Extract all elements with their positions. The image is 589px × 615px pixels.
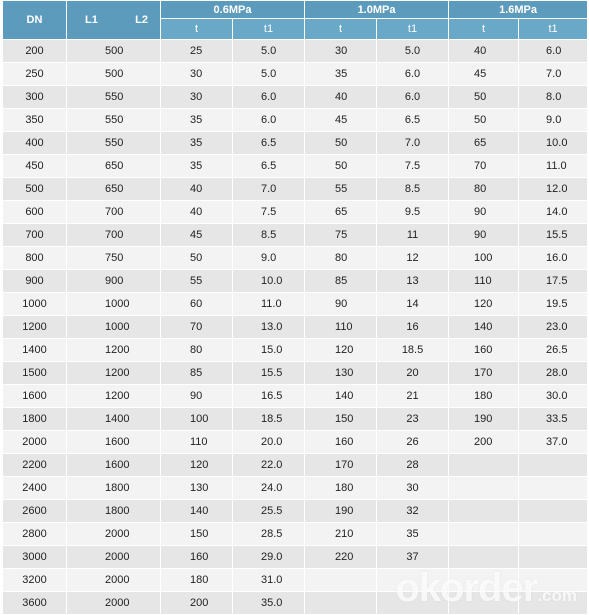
subheader-t: t	[449, 19, 519, 40]
cell-l1-l2: 2000	[67, 523, 161, 546]
cell-t1-1-0mpa: 23	[377, 408, 449, 431]
cell-dn: 600	[3, 201, 67, 224]
cell-t1-1-0mpa: 12	[377, 247, 449, 270]
subheader-t: t	[305, 19, 377, 40]
cell-l1-l2: 550	[67, 109, 161, 132]
cell-t1-1-0mpa: 30	[377, 477, 449, 500]
cell-t1-0-6mpa: 29.0	[233, 546, 305, 569]
cell-dn: 450	[3, 155, 67, 178]
okorder-watermark	[395, 566, 577, 611]
cell-t1-1-0mpa: 20	[377, 362, 449, 385]
cell-t-0-6mpa: 35	[161, 132, 233, 155]
cell-t1-1-6mpa: 37.0	[519, 431, 588, 454]
cell-t1-1-6mpa: 10.0	[519, 132, 588, 155]
cell-t-1-0mpa: 150	[305, 408, 377, 431]
cell-dn: 3600	[3, 592, 67, 615]
cell-t1-1-6mpa: 26.5	[519, 339, 588, 362]
subheader-t1: t1	[233, 19, 305, 40]
cell-t-1-6mpa	[449, 454, 519, 477]
table-header	[3, 1, 588, 40]
header-l1: L1	[85, 14, 98, 26]
cell-t-1-6mpa: 90	[449, 224, 519, 247]
cell-t1-1-6mpa: 9.0	[519, 109, 588, 132]
cell-t-1-6mpa	[449, 477, 519, 500]
cell-dn: 800	[3, 247, 67, 270]
cell-t-0-6mpa: 150	[161, 523, 233, 546]
cell-t-1-6mpa: 110	[449, 270, 519, 293]
cell-t-1-0mpa: 170	[305, 454, 377, 477]
cell-t-1-6mpa: 40	[449, 40, 519, 63]
cell-t-0-6mpa: 120	[161, 454, 233, 477]
cell-t1-1-6mpa: 16.0	[519, 247, 588, 270]
cell-t-1-0mpa: 50	[305, 155, 377, 178]
spec-table-container	[2, 0, 587, 615]
cell-t1-0-6mpa: 7.5	[233, 201, 305, 224]
cell-t-1-0mpa: 190	[305, 500, 377, 523]
cell-t-1-6mpa	[449, 500, 519, 523]
cell-t1-0-6mpa: 22.0	[233, 454, 305, 477]
cell-l1-l2: 1000	[67, 316, 161, 339]
cell-l1-l2: 550	[67, 132, 161, 155]
cell-dn: 200	[3, 40, 67, 63]
cell-t-0-6mpa: 110	[161, 431, 233, 454]
cell-l1-l2: 1200	[67, 385, 161, 408]
cell-t1-1-0mpa: 13	[377, 270, 449, 293]
table-row	[3, 132, 588, 155]
cell-dn: 1600	[3, 385, 67, 408]
cell-t-1-0mpa: 35	[305, 63, 377, 86]
cell-dn: 250	[3, 63, 67, 86]
cell-t-1-0mpa	[305, 569, 377, 592]
table-row	[3, 362, 588, 385]
cell-dn: 2400	[3, 477, 67, 500]
cell-t-1-0mpa: 130	[305, 362, 377, 385]
cell-l1-l2: 1200	[67, 339, 161, 362]
cell-t-1-0mpa	[305, 592, 377, 615]
cell-dn: 900	[3, 270, 67, 293]
cell-l1-l2: 500	[67, 63, 161, 86]
cell-dn: 350	[3, 109, 67, 132]
cell-t1-1-0mpa: 6.0	[377, 86, 449, 109]
cell-l1-l2: 500	[67, 40, 161, 63]
cell-t-1-6mpa: 100	[449, 247, 519, 270]
cell-t-0-6mpa: 85	[161, 362, 233, 385]
cell-t1-1-0mpa: 26	[377, 431, 449, 454]
cell-t-1-0mpa: 50	[305, 132, 377, 155]
cell-t-0-6mpa: 130	[161, 477, 233, 500]
cell-t1-1-0mpa: 8.5	[377, 178, 449, 201]
cell-t1-1-6mpa: 14.0	[519, 201, 588, 224]
cell-t-0-6mpa: 200	[161, 592, 233, 615]
cell-t1-1-6mpa: 28.0	[519, 362, 588, 385]
cell-t-1-6mpa: 70	[449, 155, 519, 178]
cell-dn: 3000	[3, 546, 67, 569]
cell-t1-0-6mpa: 8.5	[233, 224, 305, 247]
table-row	[3, 339, 588, 362]
cell-t1-0-6mpa: 6.0	[233, 109, 305, 132]
cell-t1-1-0mpa: 9.5	[377, 201, 449, 224]
header-group-1-0mpa: 1.0MPa	[305, 1, 449, 19]
cell-dn: 1000	[3, 293, 67, 316]
cell-t1-1-0mpa: 7.0	[377, 132, 449, 155]
cell-t-1-6mpa: 120	[449, 293, 519, 316]
cell-t-0-6mpa: 25	[161, 40, 233, 63]
cell-t-1-6mpa: 200	[449, 431, 519, 454]
cell-l1-l2: 1400	[67, 408, 161, 431]
cell-t1-1-0mpa: 11	[377, 224, 449, 247]
cell-l1-l2: 2000	[67, 569, 161, 592]
cell-t-1-6mpa: 140	[449, 316, 519, 339]
table-row	[3, 293, 588, 316]
cell-t1-0-6mpa: 15.5	[233, 362, 305, 385]
cell-l1-l2: 550	[67, 86, 161, 109]
cell-t-0-6mpa: 30	[161, 86, 233, 109]
cell-t-1-0mpa: 210	[305, 523, 377, 546]
cell-t1-1-0mpa: 28	[377, 454, 449, 477]
cell-t1-1-6mpa	[519, 500, 588, 523]
cell-t-0-6mpa: 90	[161, 385, 233, 408]
cell-dn: 700	[3, 224, 67, 247]
cell-t-1-0mpa: 75	[305, 224, 377, 247]
cell-t-1-0mpa: 180	[305, 477, 377, 500]
cell-t-1-0mpa: 110	[305, 316, 377, 339]
cell-t1-0-6mpa: 31.0	[233, 569, 305, 592]
cell-t1-0-6mpa: 16.5	[233, 385, 305, 408]
cell-t1-1-0mpa: 21	[377, 385, 449, 408]
cell-dn: 2000	[3, 431, 67, 454]
cell-t1-1-6mpa: 30.0	[519, 385, 588, 408]
cell-t-1-6mpa: 170	[449, 362, 519, 385]
watermark-main: okorder	[395, 566, 538, 610]
cell-t1-0-6mpa: 9.0	[233, 247, 305, 270]
cell-dn: 2600	[3, 500, 67, 523]
cell-t-0-6mpa: 35	[161, 155, 233, 178]
flange-spec-table	[2, 0, 588, 615]
cell-t1-0-6mpa: 5.0	[233, 40, 305, 63]
cell-l1-l2: 2000	[67, 546, 161, 569]
cell-t-1-6mpa: 65	[449, 132, 519, 155]
table-row	[3, 385, 588, 408]
cell-t-1-0mpa: 30	[305, 40, 377, 63]
cell-t1-0-6mpa: 28.5	[233, 523, 305, 546]
cell-dn: 1400	[3, 339, 67, 362]
cell-l1-l2: 1000	[67, 293, 161, 316]
header-l2: L2	[135, 14, 148, 26]
cell-dn: 2800	[3, 523, 67, 546]
cell-l1-l2: 1800	[67, 500, 161, 523]
cell-t1-1-6mpa: 6.0	[519, 40, 588, 63]
cell-t-1-6mpa: 45	[449, 63, 519, 86]
cell-t-1-6mpa: 50	[449, 86, 519, 109]
cell-t1-0-6mpa: 10.0	[233, 270, 305, 293]
subheader-t: t	[161, 19, 233, 40]
cell-t-1-6mpa: 90	[449, 201, 519, 224]
cell-t1-0-6mpa: 15.0	[233, 339, 305, 362]
cell-dn: 1200	[3, 316, 67, 339]
cell-t1-1-0mpa: 32	[377, 500, 449, 523]
cell-t1-1-0mpa: 6.0	[377, 63, 449, 86]
cell-t-0-6mpa: 50	[161, 247, 233, 270]
cell-t1-1-0mpa: 16	[377, 316, 449, 339]
table-row	[3, 500, 588, 523]
table-row	[3, 270, 588, 293]
cell-t1-1-6mpa: 12.0	[519, 178, 588, 201]
cell-l1-l2: 700	[67, 224, 161, 247]
cell-t-1-6mpa: 80	[449, 178, 519, 201]
cell-t-1-0mpa: 65	[305, 201, 377, 224]
cell-t-1-0mpa: 55	[305, 178, 377, 201]
table-row	[3, 201, 588, 224]
header-l1-l2	[67, 1, 161, 40]
cell-l1-l2: 900	[67, 270, 161, 293]
cell-t1-0-6mpa: 6.5	[233, 155, 305, 178]
cell-t1-0-6mpa: 18.5	[233, 408, 305, 431]
cell-t1-1-0mpa: 37	[377, 546, 449, 569]
cell-t1-0-6mpa: 25.5	[233, 500, 305, 523]
cell-l1-l2: 750	[67, 247, 161, 270]
table-row	[3, 63, 588, 86]
cell-t1-1-0mpa: 7.5	[377, 155, 449, 178]
cell-t-1-6mpa: 190	[449, 408, 519, 431]
cell-l1-l2: 2000	[67, 592, 161, 615]
table-row	[3, 477, 588, 500]
cell-t-1-0mpa: 85	[305, 270, 377, 293]
table-row	[3, 247, 588, 270]
cell-t-1-0mpa: 40	[305, 86, 377, 109]
cell-t1-1-6mpa	[519, 523, 588, 546]
cell-t-0-6mpa: 40	[161, 201, 233, 224]
cell-t-0-6mpa: 160	[161, 546, 233, 569]
cell-t1-1-6mpa: 23.0	[519, 316, 588, 339]
cell-t1-1-0mpa: 18.5	[377, 339, 449, 362]
cell-t1-0-6mpa: 7.0	[233, 178, 305, 201]
cell-t1-1-0mpa: 6.5	[377, 109, 449, 132]
cell-dn: 1800	[3, 408, 67, 431]
subheader-t1: t1	[377, 19, 449, 40]
cell-t-1-6mpa	[449, 523, 519, 546]
cell-t-1-6mpa: 180	[449, 385, 519, 408]
table-row	[3, 523, 588, 546]
cell-t1-1-6mpa: 17.5	[519, 270, 588, 293]
table-row	[3, 316, 588, 339]
header-group-1-6mpa: 1.6MPa	[449, 1, 588, 19]
cell-t1-1-0mpa: 35	[377, 523, 449, 546]
cell-t-1-6mpa: 160	[449, 339, 519, 362]
cell-dn: 500	[3, 178, 67, 201]
table-row	[3, 155, 588, 178]
cell-t-1-0mpa: 45	[305, 109, 377, 132]
cell-l1-l2: 650	[67, 155, 161, 178]
cell-t1-1-6mpa: 8.0	[519, 86, 588, 109]
cell-t-0-6mpa: 45	[161, 224, 233, 247]
table-body	[3, 40, 588, 615]
cell-t1-0-6mpa: 35.0	[233, 592, 305, 615]
cell-t-0-6mpa: 35	[161, 109, 233, 132]
cell-t1-1-6mpa	[519, 477, 588, 500]
cell-t1-0-6mpa: 13.0	[233, 316, 305, 339]
cell-t1-0-6mpa: 6.5	[233, 132, 305, 155]
cell-l1-l2: 1600	[67, 454, 161, 477]
cell-t1-1-6mpa: 19.5	[519, 293, 588, 316]
table-row	[3, 408, 588, 431]
cell-t-0-6mpa: 55	[161, 270, 233, 293]
cell-t-0-6mpa: 60	[161, 293, 233, 316]
cell-t1-1-0mpa: 14	[377, 293, 449, 316]
cell-t1-0-6mpa: 11.0	[233, 293, 305, 316]
cell-t1-1-6mpa: 7.0	[519, 63, 588, 86]
cell-t1-1-6mpa: 33.5	[519, 408, 588, 431]
cell-l1-l2: 650	[67, 178, 161, 201]
cell-t-1-0mpa: 80	[305, 247, 377, 270]
watermark-suffix: .com	[537, 586, 577, 605]
table-row	[3, 178, 588, 201]
cell-t-0-6mpa: 100	[161, 408, 233, 431]
cell-t-1-0mpa: 220	[305, 546, 377, 569]
table-row	[3, 224, 588, 247]
table-row	[3, 40, 588, 63]
cell-t-1-0mpa: 90	[305, 293, 377, 316]
cell-t-1-0mpa: 160	[305, 431, 377, 454]
table-row	[3, 431, 588, 454]
cell-t-0-6mpa: 180	[161, 569, 233, 592]
cell-t-1-0mpa: 140	[305, 385, 377, 408]
cell-l1-l2: 1800	[67, 477, 161, 500]
cell-l1-l2: 1600	[67, 431, 161, 454]
cell-t1-1-6mpa: 11.0	[519, 155, 588, 178]
subheader-t1: t1	[519, 19, 588, 40]
cell-dn: 3200	[3, 569, 67, 592]
cell-t-0-6mpa: 80	[161, 339, 233, 362]
cell-t-0-6mpa: 30	[161, 63, 233, 86]
cell-dn: 300	[3, 86, 67, 109]
table-row	[3, 109, 588, 132]
cell-dn: 400	[3, 132, 67, 155]
cell-dn: 1500	[3, 362, 67, 385]
table-row	[3, 86, 588, 109]
cell-t1-0-6mpa: 5.0	[233, 63, 305, 86]
cell-t-1-6mpa: 50	[449, 109, 519, 132]
table-row	[3, 454, 588, 477]
cell-l1-l2: 700	[67, 201, 161, 224]
cell-t-0-6mpa: 140	[161, 500, 233, 523]
cell-dn: 2200	[3, 454, 67, 477]
cell-l1-l2: 1200	[67, 362, 161, 385]
cell-t1-1-0mpa: 5.0	[377, 40, 449, 63]
cell-t1-0-6mpa: 24.0	[233, 477, 305, 500]
cell-t1-1-6mpa	[519, 454, 588, 477]
cell-t1-1-6mpa: 15.5	[519, 224, 588, 247]
cell-t1-0-6mpa: 20.0	[233, 431, 305, 454]
cell-t-0-6mpa: 40	[161, 178, 233, 201]
cell-t1-0-6mpa: 6.0	[233, 86, 305, 109]
header-group-0-6mpa: 0.6MPa	[161, 1, 305, 19]
header-dn: DN	[3, 1, 67, 40]
cell-t-0-6mpa: 70	[161, 316, 233, 339]
cell-t-1-0mpa: 120	[305, 339, 377, 362]
